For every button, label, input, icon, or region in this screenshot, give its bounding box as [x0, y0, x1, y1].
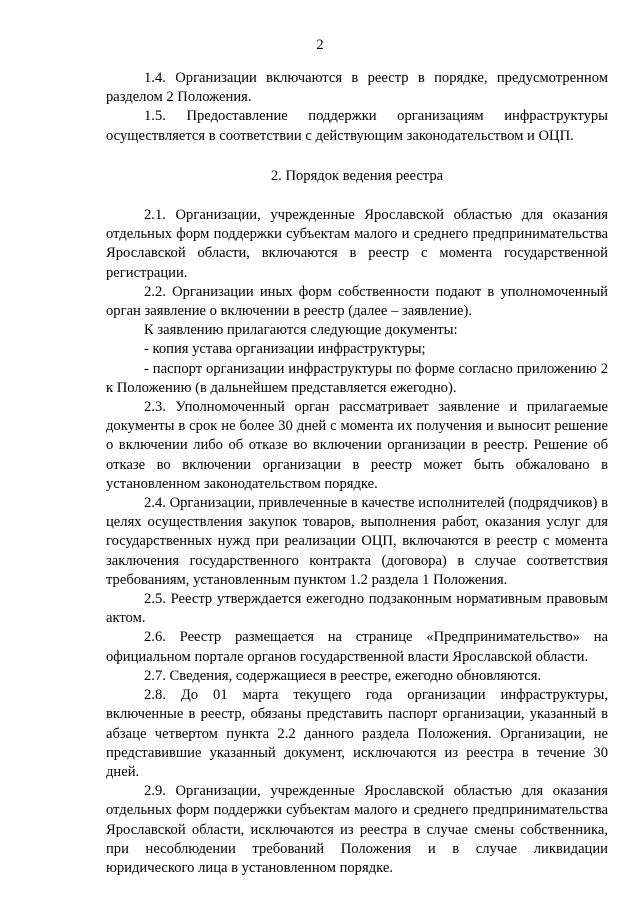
- paragraph-2-5: 2.5. Реестр утверждается ежегодно подзаконным нормативным правовым актом.: [106, 591, 608, 627]
- list-item-charter-copy: - копия устава организации инфраструктуры;: [144, 341, 426, 358]
- paragraph-2-4: 2.4. Организации, привлеченные в качестве исполнителей (подрядчиков) в целях осуществления закупок товаров, выполнения работ, оказания услуг для государственных нужд при реализации ОЦП, включаются в реестр с момента заключения государственного контракта (договора) в случае соответствия требованиям, установленным пунктом 1.2 раздела 1 Положения.: [106, 495, 608, 588]
- paragraph-2-8: 2.8. До 01 марта текущего года организации инфраструктуры, включенные в реестр, обязаны представить паспорт организации, указанный в абзаце четвертом пункта 2.2 данного раздела Положения. Организации, не представившие указанный документ, исключаются из реестра в течение 30 дней.: [106, 687, 608, 780]
- paragraph-2-9: 2.9. Организации, учрежденные Ярославской областью для оказания отдельных форм поддержки субъектам малого и среднего предпринимательства Ярославской области, исключаются из реестра в случае смены собственника, при несоблюдении требований Положения и в случае ликвидации юридического лица в установленном порядке.: [106, 783, 608, 876]
- paragraph-attachments-intro: К заявлению прилагаются следующие документы:: [144, 322, 458, 339]
- paragraph-2-6: 2.6. Реестр размещается на странице «Предпринимательство» на официальном портале органов государственной власти Ярославской области.: [106, 629, 608, 665]
- paragraph-2-7: 2.7. Сведения, содержащиеся в реестре, ежегодно обновляются.: [144, 667, 542, 684]
- paragraph-2-3: 2.3. Уполномоченный орган рассматривает заявление и прилагаемые документы в срок не более 30 дней с момента их получения и выносит решение о включении либо об отказе во включении организации в реестр. Решение об отказе во включении организации в реестр может быть обжаловано в установленном законодательством порядке.: [106, 399, 608, 492]
- paragraph-1-4: 1.4. Организации включаются в реестр в порядке, предусмотренном разделом 2 Положения.: [106, 70, 608, 106]
- paragraph-2-1: 2.1. Организации, учрежденные Ярославской областью для оказания отдельных форм поддержки субъектам малого и среднего предпринимательства Ярославской области, включаются в реестр с момента государственной регистрации.: [106, 207, 608, 281]
- document-body: [106, 69, 608, 878]
- list-item-passport: - паспорт организации инфраструктуры по форме согласно приложению 2 к Положению (в дальнейшем представляется ежегодно).: [106, 360, 608, 396]
- page-number: 2: [316, 37, 324, 53]
- paragraph-1-5: 1.5. Предоставление поддержки организациям инфраструктуры осуществляется в соответствии с действующим законодательством и ОЦП.: [106, 108, 608, 144]
- section-heading: 2. Порядок ведения реестра: [270, 167, 444, 184]
- paragraph-2-2: 2.2. Организации иных форм собственности подают в уполномоченный орган заявление о включении в реестр (далее – заявление).: [106, 283, 608, 320]
